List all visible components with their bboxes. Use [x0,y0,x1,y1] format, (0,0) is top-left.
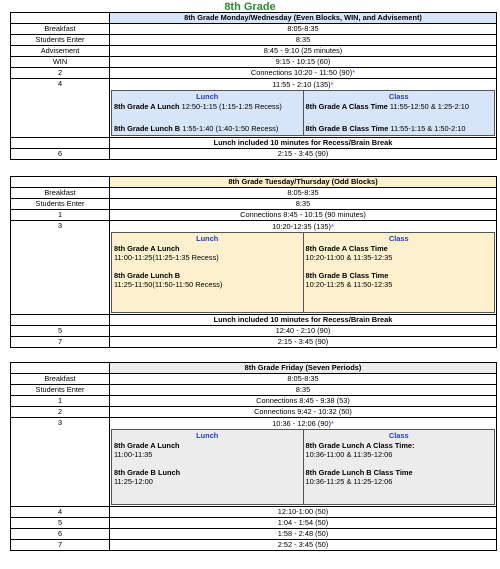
row-time-text: 10:20-12:35 (135) [272,222,331,231]
schedule-friday [10,362,497,551]
schedule-row [11,396,497,407]
row-label: 5 [11,326,110,337]
row-label: Breakfast [11,24,110,35]
lunch-column [112,233,303,312]
class-b-name: 8th Grade Lunch B Class Time [305,467,413,477]
header-spacer [11,13,110,24]
row-time: 8:45 - 9:10 (25 minutes) [110,46,497,57]
note-spacer [11,138,110,149]
lunch-a-time: 11:00-11:35 [114,450,153,459]
schedule-row [11,418,497,507]
row-time: Connections 8:45 - 9:38 (53) [110,396,497,407]
row-time-text: 11:55 - 2:10 (135) [272,80,331,89]
schedule-header: 8th Grade Monday/Wednesday (Even Blocks, WIN, and Advisement) [110,13,497,24]
class-heading: Class [388,234,409,243]
schedule-header: 8th Grade Friday (Seven Periods) [110,363,497,374]
row-time: Connections 9:42 - 10:32 (50) [110,407,497,418]
row-time: 8:05-8:35 [110,188,497,199]
schedule-row [11,518,497,529]
lunch-b-time: 11:25-12:00 [114,477,153,486]
schedule-row [11,57,497,68]
header-spacer [11,363,110,374]
lunch-class-box [111,90,495,136]
row-label: 5 [11,518,110,529]
schedule-row [11,46,497,57]
class-a-name: 8th Grade A Class Time [305,243,388,253]
class-b-time: 11:55-1:15 & 1:50-2:10 [390,123,466,133]
class-a-time: 11:55-12:50 & 1:25-2:10 [389,101,470,111]
lunch-column [112,430,303,504]
row-label: 4 [11,79,110,138]
row-time: 1:04 - 1:54 (50) [110,518,497,529]
schedule-row [11,188,497,199]
class-b-entry [306,124,493,135]
schedule-row [11,210,497,221]
schedule-row [11,326,497,337]
lunch-block [110,418,497,507]
lunch-block [110,79,497,138]
asterisk-mark: * [352,68,356,77]
lunch-class-box [111,232,495,313]
lunch-heading: Lunch [196,92,219,101]
row-label: 2 [11,68,110,79]
lunch-b-name: 8th Grade Lunch B [114,123,181,133]
row-time: 12:10-1:00 (50) [110,507,497,518]
schedule-row [11,337,497,348]
class-a-time: 10:20-11:00 & 11:35-12:35 [305,253,393,262]
lunch-a-time: 12:50-1:15 (1:15-1:25 Recess) [181,101,282,111]
row-time: 2:52 - 3:45 (50) [110,540,497,551]
row-time: Connections 8:45 - 10:15 (90 minutes) [110,210,497,221]
row-label: Breakfast [11,188,110,199]
schedule-row [11,199,497,210]
lunch-b-entry [114,124,301,135]
row-label: 3 [11,418,110,507]
lunch-b-name: 8th Grade Lunch B [114,270,181,280]
lunch-block [110,221,497,315]
lunch-heading: Lunch [196,431,219,440]
lunch-class-box [111,429,495,505]
row-label: 6 [11,529,110,540]
row-label: Students Enter [11,199,110,210]
class-a-time: 10:36-11:00 & 11:35-12:06 [305,450,393,459]
schedule-monday-wednesday [10,12,497,160]
class-a-name: 8th Grade A Class Time [305,101,388,111]
class-a-name: 8th Grade Lunch A Class Time: [305,440,415,450]
lunch-a-name: 8th Grade A Lunch [114,101,180,111]
row-time-text: Connections 10:20 - 11:50 (90) [250,68,353,77]
class-b-name: 8th Grade B Class Time [305,123,389,133]
row-time: 2:15 - 3:45 (90) [110,337,497,348]
row-time: 8:35 [110,385,497,396]
schedule-row [11,35,497,46]
class-heading: Class [388,431,409,440]
class-heading: Class [388,92,409,101]
schedule-row [11,149,497,160]
schedule-row [11,529,497,540]
lunch-heading: Lunch [196,234,219,243]
row-time: 12:40 - 2:10 (90) [110,326,497,337]
row-label: Students Enter [11,35,110,46]
row-time: 2:15 - 3:45 (90) [110,149,497,160]
note-spacer [11,315,110,326]
class-column [303,430,495,504]
row-time: 8:35 [110,35,497,46]
row-label: Breakfast [11,374,110,385]
block-time [111,419,495,429]
schedule-row [11,407,497,418]
schedule-header: 8th Grade Tuesday/Thursday (Odd Blocks) [110,177,497,188]
class-b-time: 10:36-11:25 & 11:25-12:06 [305,477,393,486]
schedule-row [11,385,497,396]
row-label: 1 [11,210,110,221]
class-b-time: 10:20-11:25 & 11:50-12:35 [305,280,393,289]
class-a-entry [306,102,493,113]
row-time [110,68,497,79]
lunch-a-entry [114,102,301,113]
row-time: 8:05-8:35 [110,24,497,35]
row-time: 1:58 - 2:48 (50) [110,529,497,540]
lunch-a-time: 11:00-11:25(11:25-1:35 Recess) [114,253,219,262]
block-time [111,222,495,232]
schedule-tuesday-thursday [10,176,497,348]
asterisk-mark: * [330,80,334,89]
row-label: 1 [11,396,110,407]
recess-note: Lunch included 10 minutes for Recess/Brain Break [110,315,497,326]
row-label: 2 [11,407,110,418]
class-b-name: 8th Grade B Class Time [305,270,389,280]
row-label: WIN [11,57,110,68]
lunch-a-name: 8th Grade A Lunch [114,243,180,253]
row-label: 4 [11,507,110,518]
lunch-a-name: 8th Grade A Lunch [114,440,180,450]
recess-note: Lunch included 10 minutes for Recess/Brain Break [110,138,497,149]
row-label: 3 [11,221,110,315]
lunch-b-name: 8th Grade B Lunch [114,467,181,477]
schedule-row [11,221,497,315]
row-time: 9:15 - 10:15 (60) [110,57,497,68]
asterisk-mark: * [330,222,334,231]
row-label: Students Enter [11,385,110,396]
lunch-b-time: 11:25-11:50(11:50-11:50 Recess) [114,280,223,289]
asterisk-mark: * [330,419,334,428]
row-label: Advisement [11,46,110,57]
schedule-row [11,374,497,385]
schedule-row [11,24,497,35]
block-time [111,80,495,90]
lunch-b-time: 1:55-1:40 (1:40-1:50 Recess) [182,123,279,133]
class-column [303,233,495,312]
class-column [303,91,495,135]
row-label: 7 [11,337,110,348]
row-label: 7 [11,540,110,551]
header-spacer [11,177,110,188]
schedule-row [11,507,497,518]
row-time: 8:05-8:35 [110,374,497,385]
schedule-row [11,540,497,551]
page-title: 8th Grade [224,1,276,13]
schedule-row [11,68,497,79]
row-time-text: 10:36 - 12:06 (90) [272,419,331,428]
row-label: 6 [11,149,110,160]
schedule-row [11,79,497,138]
lunch-column [112,91,303,135]
row-time: 8:35 [110,199,497,210]
